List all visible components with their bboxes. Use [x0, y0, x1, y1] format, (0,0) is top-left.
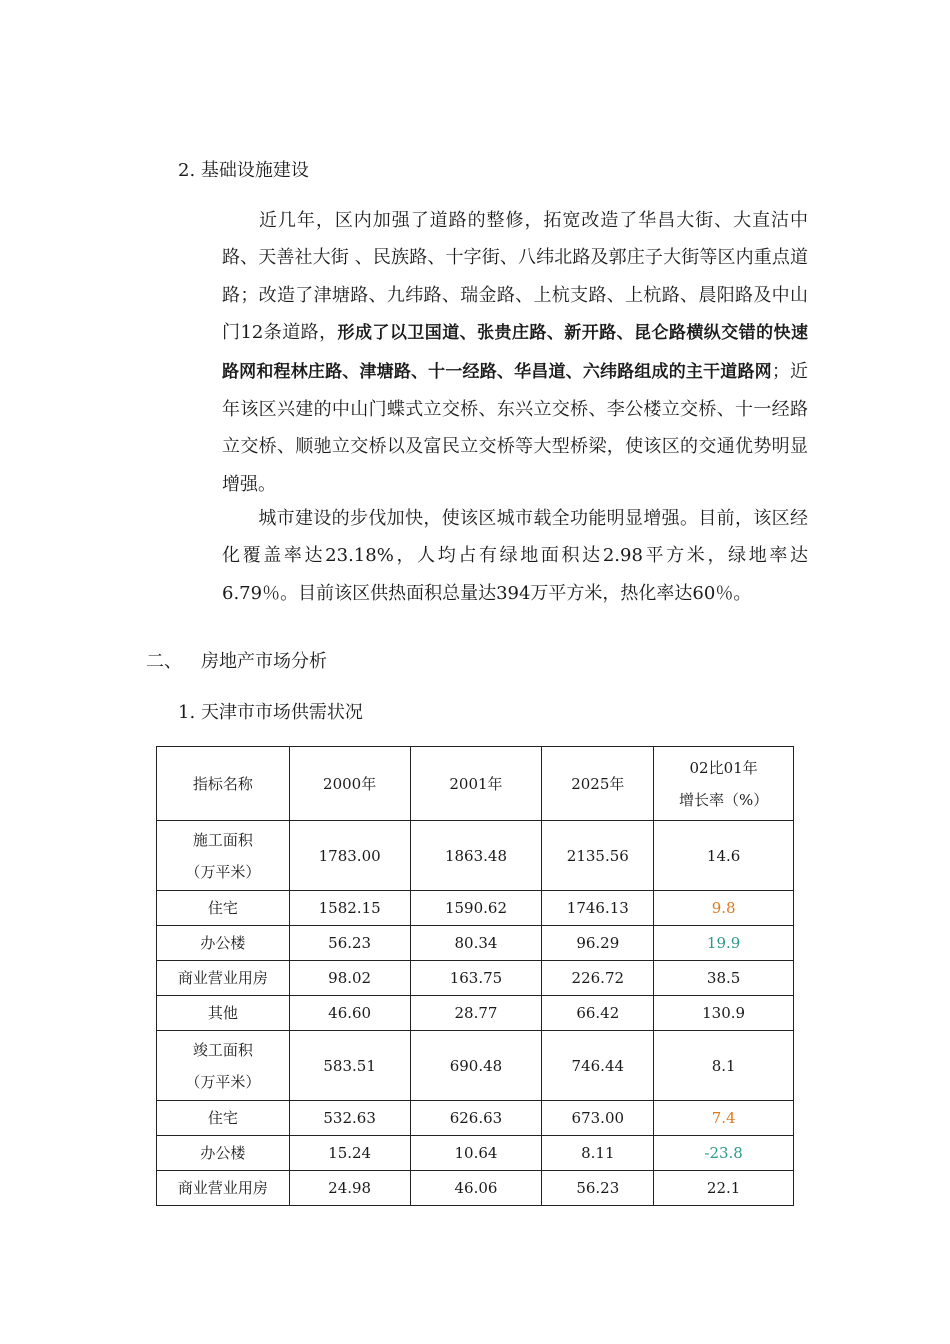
row-name	[157, 1031, 290, 1101]
cell-rate: 19.9	[654, 926, 794, 961]
table-row	[157, 891, 794, 926]
row-name: 住宅	[157, 891, 290, 926]
row-name-line1: 竣工面积	[192, 1040, 253, 1059]
row-name: 商业营业用房	[157, 961, 290, 996]
cell-2000: 583.51	[289, 1031, 410, 1101]
cell-rate: 9.8	[654, 891, 794, 926]
cell-2001: 626.63	[410, 1101, 542, 1136]
cell-2001: 80.34	[410, 926, 542, 961]
cell-2001: 690.48	[410, 1031, 542, 1101]
cell-2025: 96.29	[542, 926, 654, 961]
table-row	[157, 821, 794, 891]
cell-rate: 22.1	[654, 1171, 794, 1206]
cell-2025: 226.72	[542, 961, 654, 996]
cell-2025: 673.00	[542, 1101, 654, 1136]
cell-2000: 46.60	[289, 996, 410, 1031]
market-subsection-title: 1. 天津市市场供需状况	[178, 702, 363, 723]
row-name-line2: （万平米）	[185, 862, 261, 881]
row-name: 办公楼	[157, 926, 290, 961]
infra-paragraph-2-text: 城市建设的步伐加快，使该区城市载全功能明显增强。目前，该区经化覆盖率达23.18%，人均占有绿地面积达2.98平方米，绿地率达6.79％。目前该区供热面积总量达394万平方米，热化率达60％。	[222, 508, 808, 604]
table-row	[157, 1031, 794, 1101]
header-growth-line2: 增长率（%）	[678, 790, 769, 809]
infra-paragraph-2	[222, 500, 808, 612]
row-name: 其他	[157, 996, 290, 1031]
table-row	[157, 1171, 794, 1206]
cell-2000: 1582.15	[289, 891, 410, 926]
cell-2001: 28.77	[410, 996, 542, 1031]
cell-2001: 1863.48	[410, 821, 542, 891]
cell-2000: 1783.00	[289, 821, 410, 891]
cell-2001: 46.06	[410, 1171, 542, 1206]
table-row	[157, 996, 794, 1031]
cell-2001: 1590.62	[410, 891, 542, 926]
row-name: 住宅	[157, 1101, 290, 1136]
row-name: 办公楼	[157, 1136, 290, 1171]
header-2000: 2000年	[289, 747, 410, 821]
row-name	[157, 821, 290, 891]
table-row	[157, 961, 794, 996]
cell-2025: 8.11	[542, 1136, 654, 1171]
header-2025: 2025年	[542, 747, 654, 821]
row-name-line2: （万平米）	[185, 1072, 261, 1091]
infra-paragraph-1-bold: 形成了以卫国道、张贵庄路、新开路、昆仑路横纵交错的快速路网和程林庄路、津塘路、十一经路、华昌道、六纬路组成的主干道路网	[222, 323, 808, 382]
cell-rate: 130.9	[654, 996, 794, 1031]
section-infra-title: 2. 基础设施建设	[178, 160, 309, 181]
infra-paragraph-1	[222, 202, 808, 503]
infra-paragraph-1-a: 近几年，区内加强了道路的整修，拓宽改造了华昌大街、大直沽中路、天善社大街 、民族路、十字街、八纬北路及郭庄子大街等区内重点道路；改造了津塘路、九纬路、瑞金路、上杭支路、上杭路、晨阳路及中山门12条道路，	[222, 210, 808, 344]
cell-2000: 98.02	[289, 961, 410, 996]
table-row	[157, 926, 794, 961]
row-name-line1: 施工面积	[192, 830, 253, 849]
cell-rate: 38.5	[654, 961, 794, 996]
table-row	[157, 1136, 794, 1171]
cell-rate: 8.1	[654, 1031, 794, 1101]
infra-paragraph-1-b: ；近年该区兴建的中山门蝶式立交桥、东兴立交桥、李公楼立交桥、十一经路立交桥、顺驰立交桥以及富民立交桥等大型桥梁，使该区的交通优势明显增强。	[222, 360, 809, 495]
cell-2025: 1746.13	[542, 891, 654, 926]
table-header-row	[157, 747, 794, 821]
cell-2001: 10.64	[410, 1136, 542, 1171]
cell-rate: 7.4	[654, 1101, 794, 1136]
cell-2000: 532.63	[289, 1101, 410, 1136]
cell-2000: 15.24	[289, 1136, 410, 1171]
section-market-title: 房地产市场分析	[201, 651, 327, 672]
market-supply-table	[156, 746, 794, 1206]
cell-rate: 14.6	[654, 821, 794, 891]
table-row	[157, 1101, 794, 1136]
cell-2000: 24.98	[289, 1171, 410, 1206]
header-growth-line1: 02比01年	[689, 758, 758, 777]
cell-2025: 2135.56	[542, 821, 654, 891]
section-market-number: 二、	[146, 651, 182, 672]
header-growth	[654, 747, 794, 821]
cell-2025: 746.44	[542, 1031, 654, 1101]
cell-2000: 56.23	[289, 926, 410, 961]
row-name: 商业营业用房	[157, 1171, 290, 1206]
header-2001: 2001年	[410, 747, 542, 821]
cell-rate: -23.8	[654, 1136, 794, 1171]
header-indicator: 指标名称	[157, 747, 290, 821]
cell-2025: 56.23	[542, 1171, 654, 1206]
cell-2025: 66.42	[542, 996, 654, 1031]
cell-2001: 163.75	[410, 961, 542, 996]
